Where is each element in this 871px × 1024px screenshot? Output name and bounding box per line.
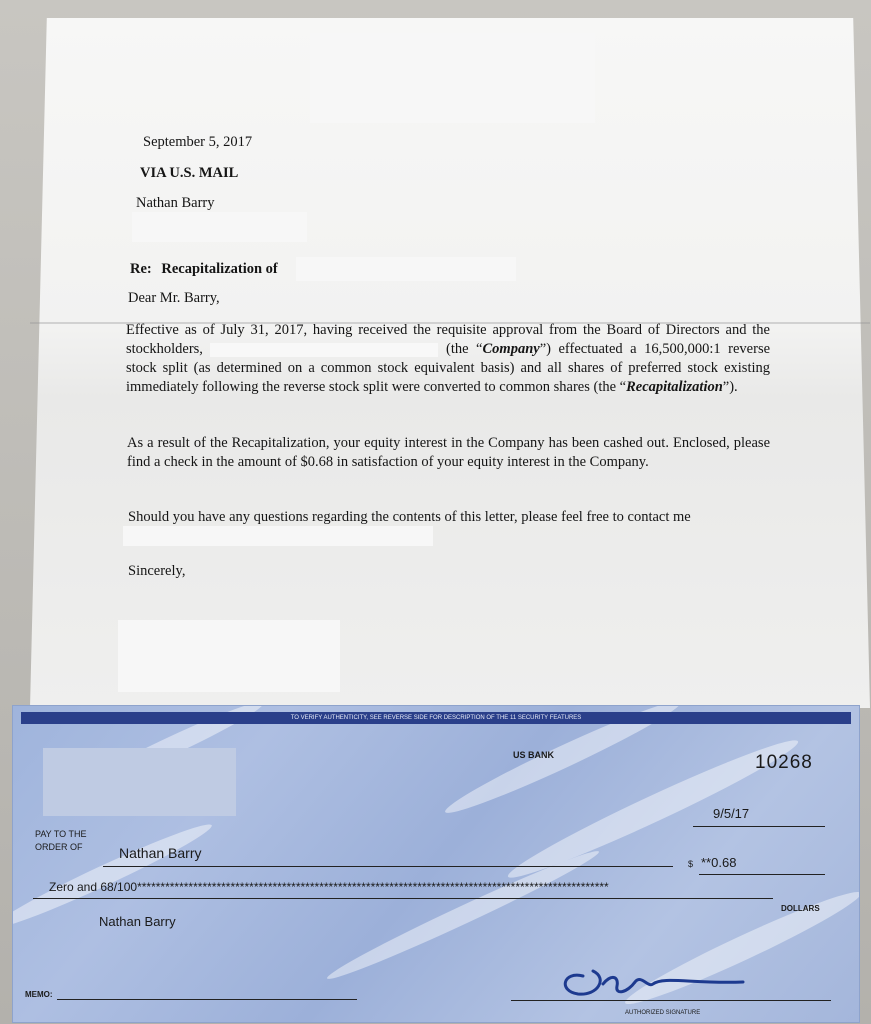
dollar-sign: $: [688, 859, 694, 869]
salutation: Dear Mr. Barry,: [128, 290, 220, 306]
paragraph-recapitalization: [126, 321, 770, 397]
signature-icon: [553, 956, 753, 1001]
paragraph-cash-out: As a result of the Recapitalization, your equity interest in the Company has been cashed out. Enclosed, please find a check in the amount of $0.68 in satisfaction of your equity interest in the Company.: [127, 435, 770, 470]
bank-name: US BANK: [513, 750, 555, 760]
redacted-letterhead: [310, 33, 595, 123]
security-banner: TO VERIFY AUTHENTICITY, SEE REVERSE SIDE FOR DESCRIPTION OF THE 11 SECURITY FEATURES: [21, 712, 851, 724]
date-line: [693, 826, 825, 827]
redacted-signer: [118, 620, 340, 692]
signature-line: [511, 1000, 831, 1001]
redacted-contact-info: [123, 526, 433, 546]
pay-to-label-line-1: PAY TO THE: [35, 829, 87, 839]
address-name: Nathan Barry: [99, 914, 176, 929]
paragraph-1-part-d: ”).: [722, 379, 738, 395]
subject-label: Re:: [130, 261, 152, 277]
dollars-label: DOLLARS: [781, 904, 820, 913]
check-amount: **0.68: [701, 855, 737, 870]
recapitalization-term: Recapitalization: [626, 379, 723, 395]
payee-line: [103, 866, 673, 867]
redacted-payer: [43, 748, 236, 816]
paragraph-1-part-b: (the “: [445, 341, 483, 357]
memo-line: [57, 999, 357, 1000]
payee-name: Nathan Barry: [119, 845, 202, 861]
signature-label: AUTHORIZED SIGNATURE: [625, 1010, 701, 1016]
subject-text: Recapitalization of: [161, 261, 278, 277]
paragraph-1-part-c: ”) effectuated a 16,500,000:1 reverse stock split (as determined on a common stock equivalent basis) and all shares of preferred stock existing immediately following the reverse stock split were converted to common shares (the “: [126, 341, 771, 395]
redacted-company-name: [296, 257, 516, 281]
subject-line: [130, 260, 278, 279]
letter-date: September 5, 2017: [143, 134, 253, 150]
amount-line: [699, 874, 825, 875]
memo-label: MEMO:: [25, 990, 53, 999]
check-date: 9/5/17: [713, 806, 750, 821]
paragraph-contact: Should you have any questions regarding the contents of this letter, please feel free to contact me: [128, 509, 691, 525]
check-number: 10268: [755, 752, 813, 773]
amount-words-line: [33, 898, 773, 899]
pay-to-label-line-2: ORDER OF: [35, 842, 83, 852]
recipient-name: Nathan Barry: [136, 195, 215, 211]
redacted-address: [132, 212, 307, 242]
pay-to-label: [35, 828, 87, 854]
check: [12, 705, 860, 1023]
amount-in-words: Zero and 68/100*****************************************************************************************************: [49, 880, 609, 894]
paragraph-1-part-a: Effective as of July 31, 2017, having received the requisite approval from the Board of Directors and the stockholders,: [126, 322, 770, 357]
company-term: Company: [482, 341, 540, 357]
delivery-method: VIA U.S. MAIL: [140, 165, 239, 181]
closing: Sincerely,: [128, 563, 186, 579]
redacted-company-inline: [210, 343, 438, 357]
